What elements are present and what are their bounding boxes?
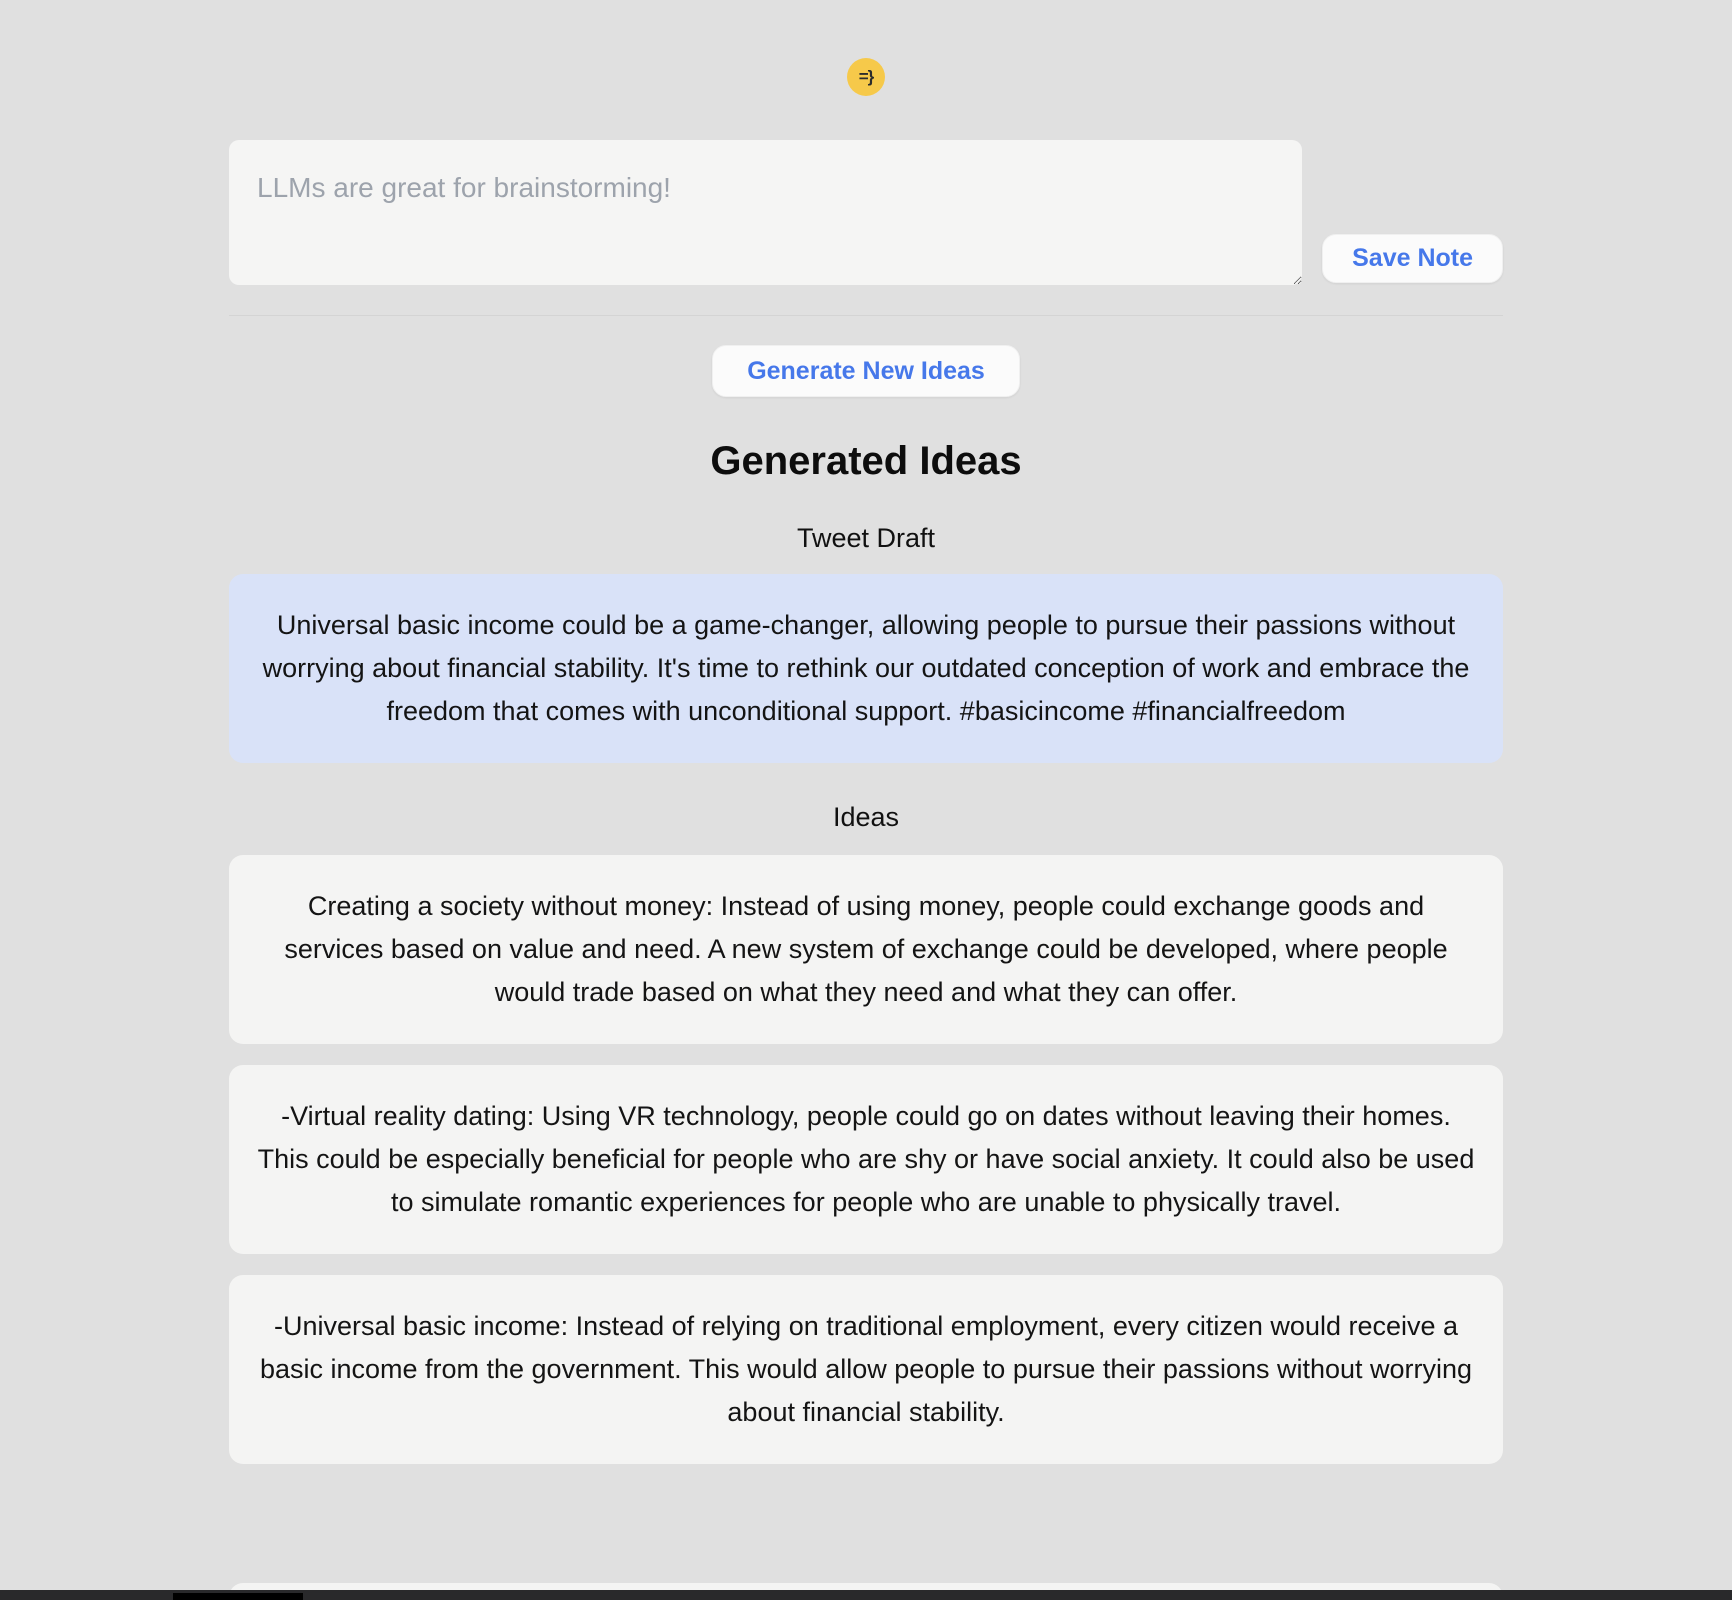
- tweet-draft-label: Tweet Draft: [796, 523, 936, 553]
- note-form-row: [229, 140, 1503, 285]
- bottom-bar: [0, 1590, 1732, 1600]
- tweet-draft-card: Universal basic income could be a game-changer, allowing people to pursue their passions without worrying about financial stability. It's time to rethink our outdated conception of work and embrace the freedom that comes with unconditional support. #basicincome #financialfreedom: [229, 574, 1503, 763]
- ideas-label: Ideas: [832, 802, 900, 833]
- page-title: Generated Ideas: [710, 439, 1022, 483]
- bottom-bar-black-segment: [173, 1593, 303, 1600]
- save-note-button[interactable]: Save Note: [1322, 234, 1503, 283]
- idea-card: Creating a society without money: Instead of using money, people could exchange goods and services based on value and need. A new system of exchange could be developed, where people would trade based on what they need and what they can offer.: [229, 855, 1503, 1044]
- smiley-emoji-icon: =}: [847, 58, 885, 96]
- generate-new-ideas-button[interactable]: Generate New Ideas: [712, 345, 1020, 397]
- main-content: [229, 58, 1503, 1464]
- divider: [229, 315, 1503, 316]
- note-input[interactable]: [229, 140, 1302, 285]
- idea-card: -Virtual reality dating: Using VR technology, people could go on dates without leaving their homes. This could be especially beneficial for people who are shy or have social anxiety. It could also be used to simulate romantic experiences for people who are unable to physically travel.: [229, 1065, 1503, 1254]
- idea-card: -Universal basic income: Instead of relying on traditional employment, every citizen would receive a basic income from the government. This would allow people to pursue their passions without worrying about financial stability.: [229, 1275, 1503, 1464]
